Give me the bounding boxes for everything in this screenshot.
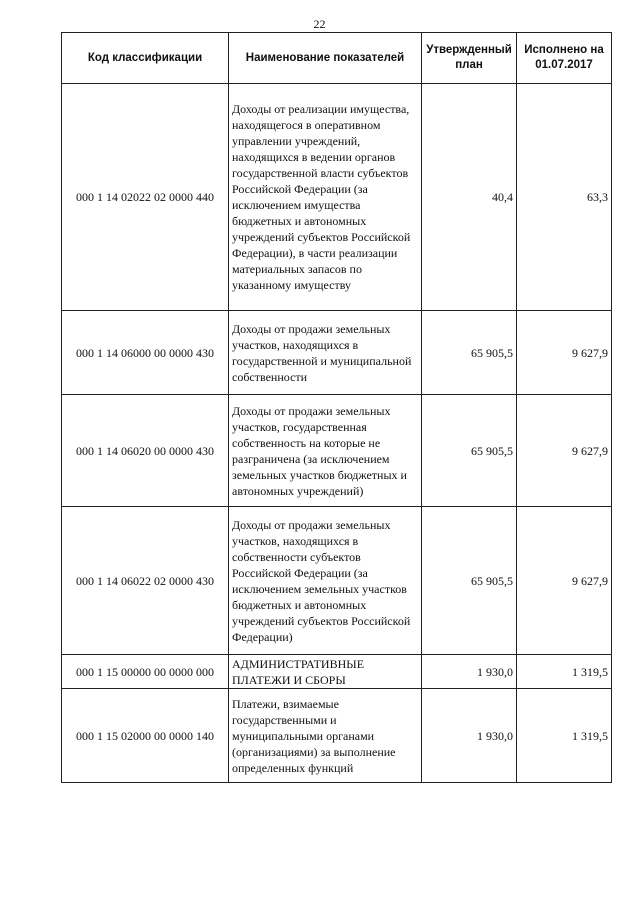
revenue-table bbox=[61, 32, 612, 783]
row-code: 000 1 14 06022 02 0000 430 bbox=[62, 507, 229, 655]
table-row bbox=[62, 689, 612, 783]
row-name: АДМИНИСТРАТИВНЫЕ ПЛАТЕЖИ И СБОРЫ bbox=[229, 655, 422, 689]
header-name: Наименование показателей bbox=[229, 33, 422, 84]
row-name: Доходы от продажи земельных участков, находящихся в государственной и муниципальной собственности bbox=[229, 311, 422, 395]
row-done: 9 627,9 bbox=[517, 507, 612, 655]
header-code: Код классификации bbox=[62, 33, 229, 84]
header-done: Исполнено на 01.07.2017 bbox=[517, 33, 612, 84]
table-row bbox=[62, 507, 612, 655]
row-plan: 65 905,5 bbox=[422, 507, 517, 655]
row-name: Платежи, взимаемые государственными и муниципальными органами (организациями) за выполнение определенных функций bbox=[229, 689, 422, 783]
row-name: Доходы от продажи земельных участков, государственная собственность на которые не разграничена (за исключением земельных участков бюджетных и автономных учреждений) bbox=[229, 395, 422, 507]
table-row bbox=[62, 655, 612, 689]
row-code: 000 1 14 06020 00 0000 430 bbox=[62, 395, 229, 507]
page-number: 22 bbox=[313, 17, 326, 31]
table-header-row bbox=[62, 33, 612, 84]
table-row bbox=[62, 84, 612, 311]
row-plan: 65 905,5 bbox=[422, 311, 517, 395]
row-done: 1 319,5 bbox=[517, 655, 612, 689]
row-plan: 1 930,0 bbox=[422, 655, 517, 689]
header-plan: Утвержденный план bbox=[422, 33, 517, 84]
row-code: 000 1 15 02000 00 0000 140 bbox=[62, 689, 229, 783]
row-name: Доходы от реализации имущества, находящегося в оперативном управлении учреждений, находящихся в ведении органов государственной власти субъектов Российской Федерации (за исключением имущества бюджетных и автономных учреждений субъектов Российской Федерации), в части реализации материальных запасов по указанному имуществу bbox=[229, 84, 422, 311]
row-plan: 65 905,5 bbox=[422, 395, 517, 507]
row-code: 000 1 15 00000 00 0000 000 bbox=[62, 655, 229, 689]
row-done: 9 627,9 bbox=[517, 395, 612, 507]
row-plan: 1 930,0 bbox=[422, 689, 517, 783]
row-name: Доходы от продажи земельных участков, находящихся в собственности субъектов Российской Федерации (за исключением земельных участков бюджетных и автономных учреждений субъектов Российской Федерации) bbox=[229, 507, 422, 655]
row-code: 000 1 14 02022 02 0000 440 bbox=[62, 84, 229, 311]
table-row bbox=[62, 311, 612, 395]
row-done: 63,3 bbox=[517, 84, 612, 311]
row-code: 000 1 14 06000 00 0000 430 bbox=[62, 311, 229, 395]
table-row bbox=[62, 395, 612, 507]
row-done: 9 627,9 bbox=[517, 311, 612, 395]
row-done: 1 319,5 bbox=[517, 689, 612, 783]
row-plan: 40,4 bbox=[422, 84, 517, 311]
